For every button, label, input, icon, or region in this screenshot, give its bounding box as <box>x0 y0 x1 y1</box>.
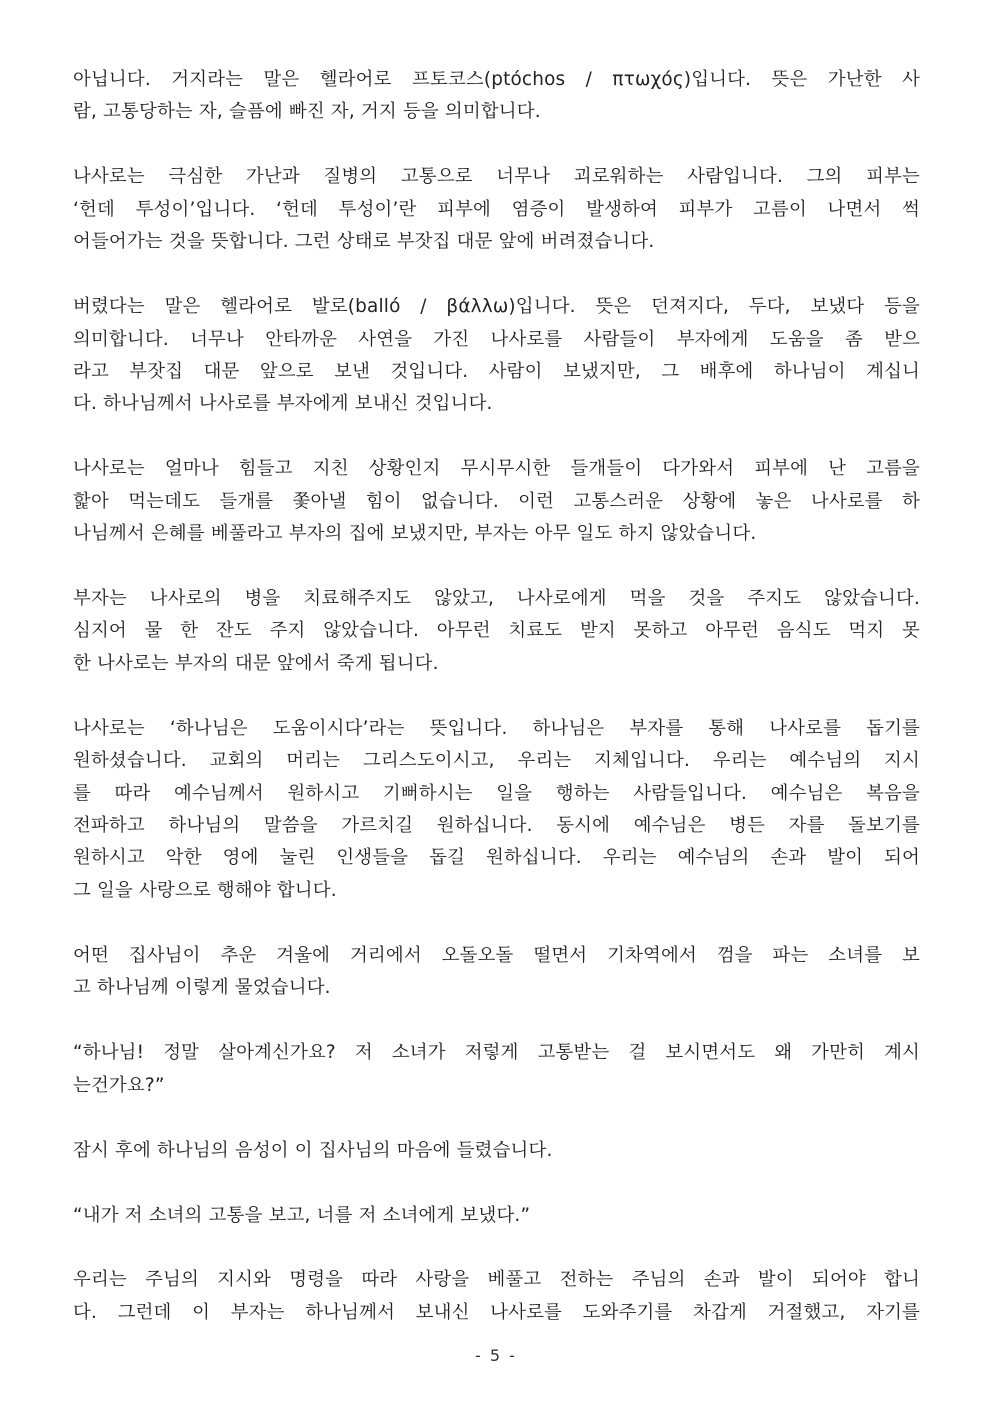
text-line: 원하셨습니다. 교회의 머리는 그리스도이시고, 우리는 지체입니다. 우리는 예수님의 지시 <box>73 750 920 772</box>
paragraph-4 <box>73 453 920 550</box>
paragraph-1 <box>73 64 920 129</box>
text-line: 핥아 먹는데도 들개를 쫓아낼 힘이 없습니다. 이런 고통스러운 상황에 놓은 나사로를 하 <box>73 490 920 512</box>
text-line: 버렸다는 말은 헬라어로 발로(balló / βάλλω)입니다. 뜻은 던져지다, 두다, 보냈다 등을 <box>73 296 920 318</box>
paragraph-9 <box>73 1135 920 1167</box>
text-line: 람, 고통당하는 자, 슬픔에 빠진 자, 거지 등을 의미합니다. <box>73 101 541 123</box>
text-line: 우리는 주님의 지시와 명령을 따라 사랑을 베풀고 전하는 주님의 손과 발이 되어야 합니 <box>73 1269 920 1291</box>
quote-paragraph <box>73 1200 920 1232</box>
text-line: 어떤 집사님이 추운 겨울에 거리에서 오돌오돌 떨면서 기차역에서 껌을 파는 소녀를 보 <box>73 944 920 966</box>
text-line: 한 나사로는 부자의 대문 앞에서 죽게 됩니다. <box>73 652 439 674</box>
text-line: 심지어 물 한 잔도 주지 않았습니다. 아무런 치료도 받지 못하고 아무런 음식도 먹지 못 <box>73 620 920 642</box>
text-line: ‘헌데 투성이’입니다. ‘헌데 투성이’란 피부에 염증이 발생하여 피부가 고름이 나면서 썩 <box>73 198 920 220</box>
paragraph-2 <box>73 161 920 258</box>
text-line: 의미합니다. 너무나 안타까운 사연을 가진 나사로를 사람들이 부자에게 도움을 좀 받으 <box>73 328 920 350</box>
text-line: 다. 하나님께서 나사로를 부자에게 보내신 것입니다. <box>73 393 493 415</box>
text-line: 나사로는 ‘하나님은 도움이시다’라는 뜻입니다. 하나님은 부자를 통해 나사로를 돕기를 <box>73 717 920 739</box>
text-line: 어들어가는 것을 뜻합니다. 그런 상태로 부잣집 대문 앞에 버려졌습니다. <box>73 231 655 253</box>
text-line: “하나님! 정말 살아계신가요? 저 소녀가 저렇게 고통받는 걸 보시면서도 왜 가만히 계시 <box>73 1042 920 1064</box>
text-line: 나사로는 얼마나 힘들고 지친 상황인지 무시무시한 들개들이 다가와서 피부에 난 고름을 <box>73 458 920 480</box>
text-line: 고 하나님께 이렇게 물었습니다. <box>73 977 331 999</box>
paragraph-11 <box>73 1264 920 1329</box>
document-body <box>73 64 920 1329</box>
text-line: 다. 그런데 이 부자는 하나님께서 보내신 나사로를 도와주기를 차갑게 거절했고, 자기를 <box>73 1301 920 1323</box>
paragraph-3 <box>73 291 920 421</box>
paragraph-5 <box>73 583 920 680</box>
text-line: 잠시 후에 하나님의 음성이 이 집사님의 마음에 들렸습니다. <box>73 1139 553 1161</box>
text-line: 원하시고 악한 영에 눌린 인생들을 돕길 원하십니다. 우리는 예수님의 손과 발이 되어 <box>73 847 920 869</box>
text-line: 라고 부잣집 대문 앞으로 보낸 것입니다. 사람이 보냈지만, 그 배후에 하나님이 계십니 <box>73 360 920 382</box>
page-number: - 5 - <box>475 1346 517 1365</box>
text-line: 를 따라 예수님께서 원하시고 기뻐하시는 일을 행하는 사람들입니다. 예수님은 복음을 <box>73 782 920 804</box>
text-line: 아닙니다. 거지라는 말은 헬라어로 프토코스(ptóchos / πτωχός)입니다. 뜻은 가난한 사 <box>73 69 920 90</box>
paragraph-7 <box>73 940 920 1005</box>
quote-paragraph <box>73 1037 920 1102</box>
text-line: 나님께서 은혜를 베풀라고 부자의 집에 보냈지만, 부자는 아무 일도 하지 않았습니다. <box>73 523 757 545</box>
text-line: 전파하고 하나님의 말씀을 가르치길 원하십니다. 동시에 예수님은 병든 자를 돌보기를 <box>73 815 920 836</box>
text-line: 그 일을 사랑으로 행해야 합니다. <box>73 879 337 901</box>
text-line: 는건가요?” <box>73 1074 165 1096</box>
text-line: “내가 저 소녀의 고통을 보고, 너를 저 소녀에게 보냈다.” <box>73 1204 531 1226</box>
paragraph-6 <box>73 713 920 907</box>
text-line: 부자는 나사로의 병을 치료해주지도 않았고, 나사로에게 먹을 것을 주지도 않았습니다. <box>73 588 920 610</box>
text-line: 나사로는 극심한 가난과 질병의 고통으로 너무나 괴로워하는 사람입니다. 그의 피부는 <box>73 166 920 188</box>
